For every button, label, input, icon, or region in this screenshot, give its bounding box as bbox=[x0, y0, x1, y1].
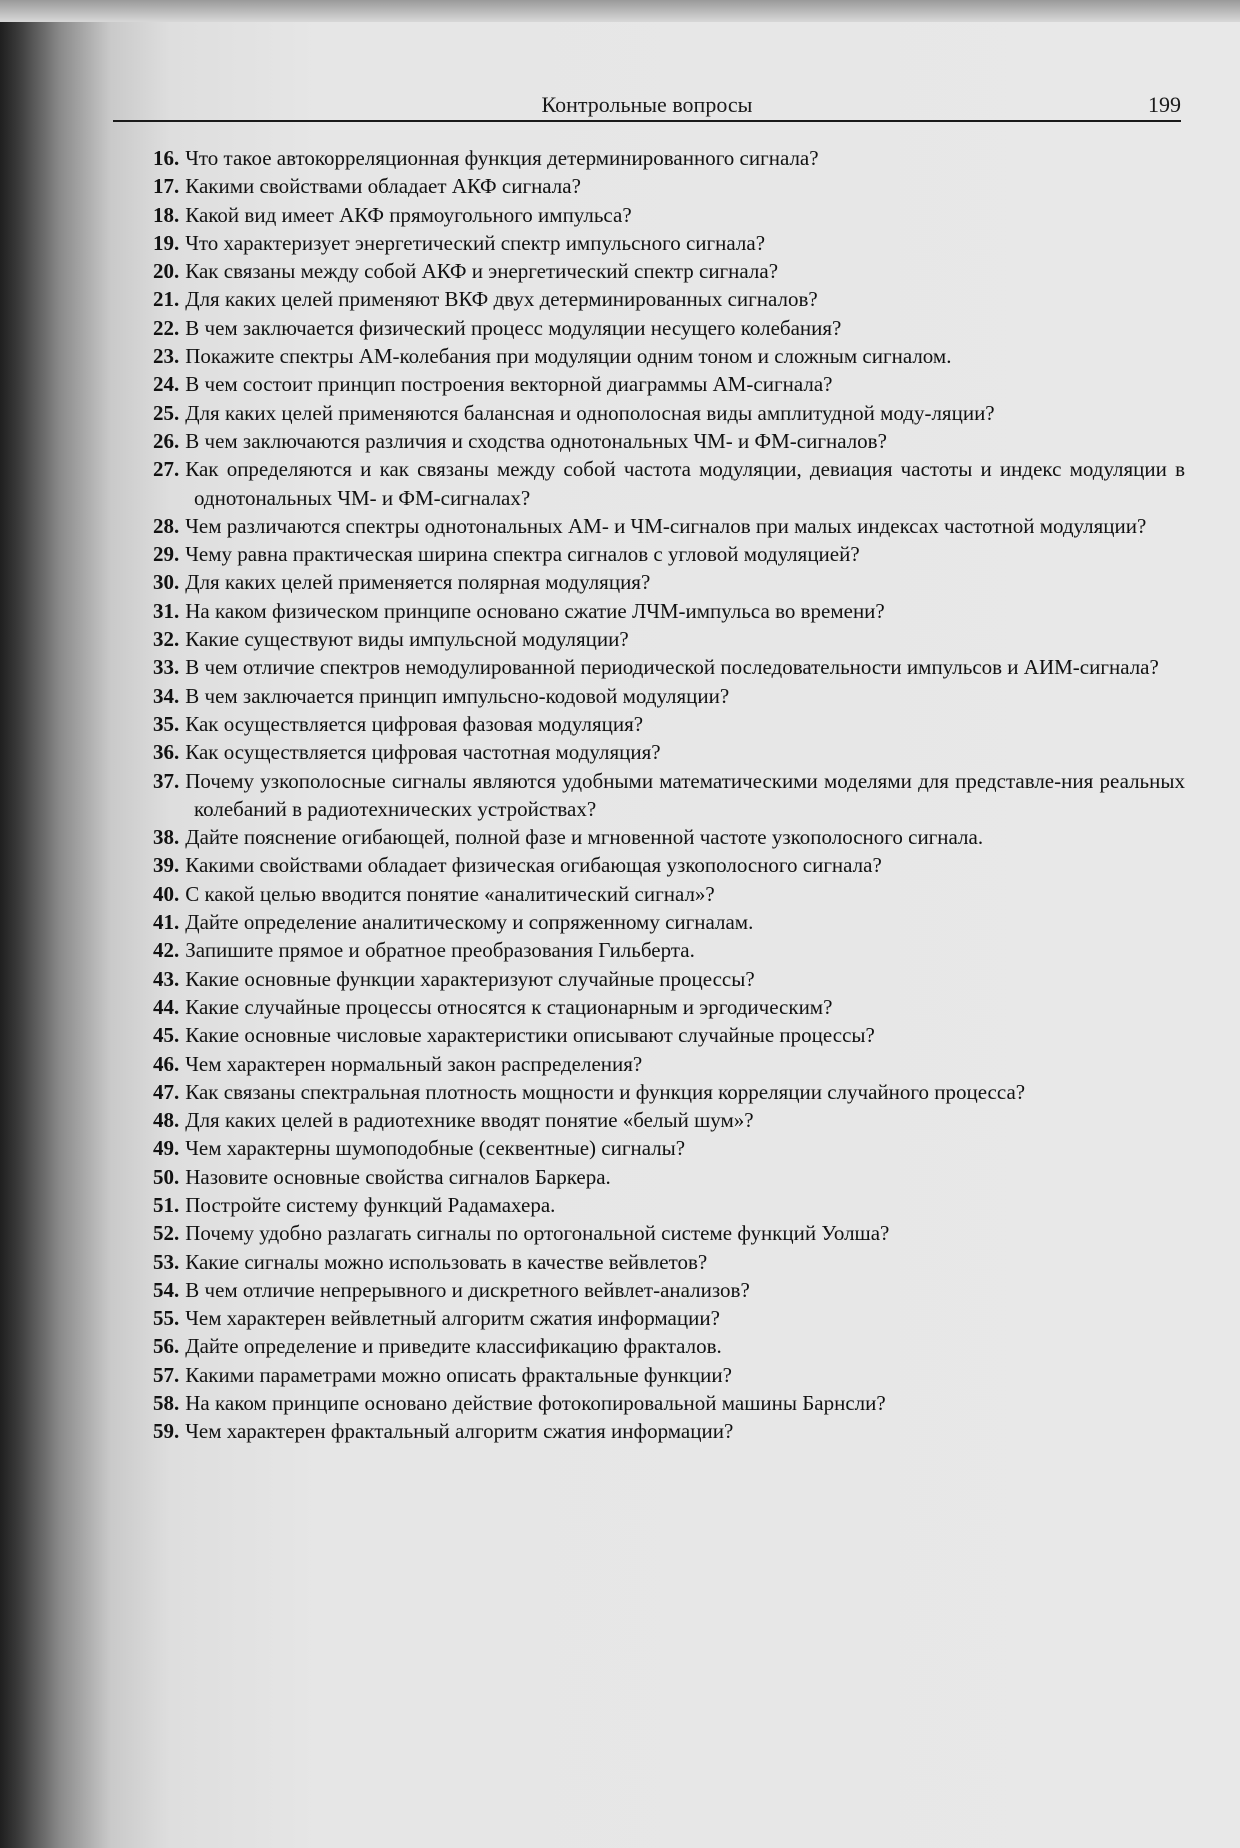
question-item bbox=[153, 1078, 1185, 1106]
question-item bbox=[153, 1332, 1185, 1360]
question-text: Для каких целей в радиотехнике вводят понятие «белый шум»? bbox=[185, 1108, 754, 1133]
question-item bbox=[153, 682, 1185, 710]
question-item bbox=[153, 229, 1185, 257]
question-text: Какие основные числовые характеристики описывают случайные процессы? bbox=[185, 1023, 875, 1048]
question-item bbox=[153, 342, 1185, 370]
question-number: 19. bbox=[153, 230, 180, 255]
question-item bbox=[153, 1219, 1185, 1247]
question-item bbox=[153, 201, 1185, 229]
question-text: С какой целью вводится понятие «аналитический сигнал»? bbox=[185, 881, 715, 906]
question-item bbox=[153, 427, 1185, 455]
question-item bbox=[153, 399, 1185, 427]
question-item bbox=[153, 512, 1185, 540]
question-text: В чем заключается физический процесс модуляции несущего колебания? bbox=[185, 315, 842, 340]
question-text: Для каких целей применяют ВКФ двух детерминированных сигналов? bbox=[185, 287, 818, 312]
question-number: 43. bbox=[153, 966, 180, 991]
question-text: В чем заключается принцип импульсно-кодовой модуляции? bbox=[185, 683, 730, 708]
question-number: 18. bbox=[153, 202, 180, 227]
question-number: 52. bbox=[153, 1221, 180, 1246]
page-number: 199 bbox=[1148, 92, 1181, 117]
question-text: Какие существуют виды импульсной модуляции? bbox=[185, 627, 629, 652]
question-number: 32. bbox=[153, 627, 180, 652]
question-text: Чем различаются спектры однотональных АМ- и ЧМ-сигналов при малых индексах частотной модуляции? bbox=[185, 513, 1147, 538]
question-text: Покажите спектры АМ-колебания при модуляции одним тоном и сложным сигналом. bbox=[185, 344, 952, 369]
question-number: 37. bbox=[153, 768, 180, 793]
question-text: Какими свойствами обладает АКФ сигнала? bbox=[185, 174, 581, 199]
question-number: 51. bbox=[153, 1192, 180, 1217]
question-text: В чем заключаются различия и сходства однотональных ЧМ- и ФМ-сигналов? bbox=[185, 428, 887, 453]
question-item bbox=[153, 1417, 1185, 1445]
question-item bbox=[153, 1389, 1185, 1417]
question-item bbox=[153, 370, 1185, 398]
question-number: 45. bbox=[153, 1023, 180, 1048]
question-text: Чем характерен нормальный закон распределения? bbox=[185, 1051, 643, 1076]
question-item bbox=[153, 1304, 1185, 1332]
question-number: 47. bbox=[153, 1079, 180, 1104]
question-text: Какие случайные процессы относятся к стационарным и эргодическим? bbox=[185, 994, 833, 1019]
question-item bbox=[153, 1163, 1185, 1191]
question-text: Назовите основные свойства сигналов Баркера. bbox=[185, 1164, 611, 1189]
question-text: Как осуществляется цифровая частотная модуляция? bbox=[185, 740, 661, 765]
question-number: 50. bbox=[153, 1164, 180, 1189]
question-number: 36. bbox=[153, 740, 180, 765]
question-item bbox=[153, 965, 1185, 993]
question-number: 41. bbox=[153, 910, 180, 935]
question-number: 23. bbox=[153, 344, 180, 369]
question-text: Как связаны спектральная плотность мощности и функция корреляции случайного процесса? bbox=[185, 1079, 1026, 1104]
question-number: 22. bbox=[153, 315, 180, 340]
question-item bbox=[153, 172, 1185, 200]
question-item bbox=[153, 314, 1185, 342]
question-item bbox=[153, 851, 1185, 879]
question-item bbox=[153, 1276, 1185, 1304]
question-item bbox=[153, 1106, 1185, 1134]
question-number: 39. bbox=[153, 853, 180, 878]
question-text: На каком принципе основано действие фотокопировальной машины Барнсли? bbox=[185, 1391, 886, 1416]
question-number: 20. bbox=[153, 259, 180, 284]
question-item bbox=[153, 880, 1185, 908]
question-number: 53. bbox=[153, 1249, 180, 1274]
question-number: 46. bbox=[153, 1051, 180, 1076]
question-number: 59. bbox=[153, 1419, 180, 1444]
header-title: Контрольные вопросы bbox=[541, 92, 753, 117]
question-text: В чем отличие спектров немодулированной периодической последовательности импульсов и АИМ-сигнала? bbox=[185, 655, 1159, 680]
question-item bbox=[153, 823, 1185, 851]
question-text: Как определяются и как связаны между собой частота модуляции, девиация частоты и индекс модуляции в однотональных ЧМ- и ФМ-сигналах? bbox=[185, 457, 1185, 510]
question-text: Постройте систему функций Радамахера. bbox=[185, 1192, 556, 1217]
question-number: 28. bbox=[153, 513, 180, 538]
question-text: Что характеризует энергетический спектр импульсного сигнала? bbox=[185, 230, 766, 255]
question-item bbox=[153, 568, 1185, 596]
question-number: 49. bbox=[153, 1136, 180, 1161]
question-number: 40. bbox=[153, 881, 180, 906]
question-item bbox=[153, 1134, 1185, 1162]
question-text: Чем характерен фрактальный алгоритм сжатия информации? bbox=[185, 1419, 734, 1444]
question-text: Чем характерны шумоподобные (секвентные) сигналы? bbox=[185, 1136, 686, 1161]
question-number: 55. bbox=[153, 1306, 180, 1331]
question-text: Какие основные функции характеризуют случайные процессы? bbox=[185, 966, 755, 991]
question-item bbox=[153, 1050, 1185, 1078]
question-text: Чем характерен вейвлетный алгоритм сжатия информации? bbox=[185, 1306, 720, 1331]
question-number: 30. bbox=[153, 570, 180, 595]
question-text: Почему удобно разлагать сигналы по ортогональной системе функций Уолша? bbox=[185, 1221, 890, 1246]
question-item bbox=[153, 625, 1185, 653]
question-number: 57. bbox=[153, 1362, 180, 1387]
question-text: На каком физическом принципе основано сжатие ЛЧМ-импульса во времени? bbox=[185, 598, 885, 623]
question-item bbox=[153, 1021, 1185, 1049]
question-number: 26. bbox=[153, 428, 180, 453]
question-number: 16. bbox=[153, 146, 180, 170]
question-text: Чему равна практическая ширина спектра сигналов с угловой модуляцией? bbox=[185, 542, 860, 567]
question-number: 31. bbox=[153, 598, 180, 623]
question-item bbox=[153, 993, 1185, 1021]
question-text: Как осуществляется цифровая фазовая модуляция? bbox=[185, 711, 644, 736]
question-number: 24. bbox=[153, 372, 180, 397]
question-item bbox=[153, 936, 1185, 964]
question-number: 25. bbox=[153, 400, 180, 425]
question-item bbox=[153, 144, 1185, 172]
question-text: Какими свойствами обладает физическая огибающая узкополосного сигнала? bbox=[185, 853, 882, 878]
question-text: Для каких целей применяются балансная и однополосная виды амплитудной моду-ляции? bbox=[185, 400, 995, 425]
question-text: Какими параметрами можно описать фрактальные функции? bbox=[185, 1362, 732, 1387]
question-number: 29. bbox=[153, 542, 180, 567]
question-number: 48. bbox=[153, 1108, 180, 1133]
question-text: В чем отличие непрерывного и дискретного вейвлет-анализов? bbox=[185, 1277, 750, 1302]
question-item bbox=[153, 908, 1185, 936]
question-number: 21. bbox=[153, 287, 180, 312]
question-text: Как связаны между собой АКФ и энергетический спектр сигнала? bbox=[185, 259, 779, 284]
question-item bbox=[153, 1361, 1185, 1389]
questions-list bbox=[153, 144, 1185, 1446]
running-header bbox=[113, 88, 1181, 122]
question-text: Какие сигналы можно использовать в качестве вейвлетов? bbox=[185, 1249, 708, 1274]
question-text: В чем состоит принцип построения векторной диаграммы АМ-сигнала? bbox=[185, 372, 833, 397]
question-number: 42. bbox=[153, 938, 180, 963]
question-item bbox=[153, 540, 1185, 568]
question-number: 34. bbox=[153, 683, 180, 708]
question-number: 35. bbox=[153, 711, 180, 736]
question-number: 58. bbox=[153, 1391, 180, 1416]
question-item bbox=[153, 285, 1185, 313]
question-number: 17. bbox=[153, 174, 180, 199]
question-item bbox=[153, 1191, 1185, 1219]
question-number: 44. bbox=[153, 994, 180, 1019]
question-text: Какой вид имеет АКФ прямоугольного импульса? bbox=[185, 202, 632, 227]
question-text: Запишите прямое и обратное преобразования Гильберта. bbox=[185, 938, 695, 963]
question-number: 33. bbox=[153, 655, 180, 680]
question-text: Почему узкополосные сигналы являются удобными математическими моделями для представле-ния реальных колебаний в радиотехнических устройствах? bbox=[185, 768, 1185, 821]
question-item bbox=[153, 653, 1185, 681]
question-number: 54. bbox=[153, 1277, 180, 1302]
question-text: Что такое автокорреляционная функция детерминированного сигнала? bbox=[185, 146, 819, 170]
question-item bbox=[153, 455, 1185, 512]
question-number: 27. bbox=[153, 457, 180, 482]
question-number: 56. bbox=[153, 1334, 180, 1359]
question-text: Дайте пояснение огибающей, полной фазе и мгновенной частоте узкополосного сигнала. bbox=[185, 825, 984, 850]
question-item bbox=[153, 710, 1185, 738]
question-text: Для каких целей применяется полярная модуляция? bbox=[185, 570, 651, 595]
question-text: Дайте определение аналитическому и сопряженному сигналам. bbox=[185, 910, 754, 935]
question-text: Дайте определение и приведите классификацию фракталов. bbox=[185, 1334, 722, 1359]
question-item bbox=[153, 767, 1185, 824]
question-item bbox=[153, 738, 1185, 766]
question-item bbox=[153, 257, 1185, 285]
question-item bbox=[153, 597, 1185, 625]
question-item bbox=[153, 1248, 1185, 1276]
question-number: 38. bbox=[153, 825, 180, 850]
